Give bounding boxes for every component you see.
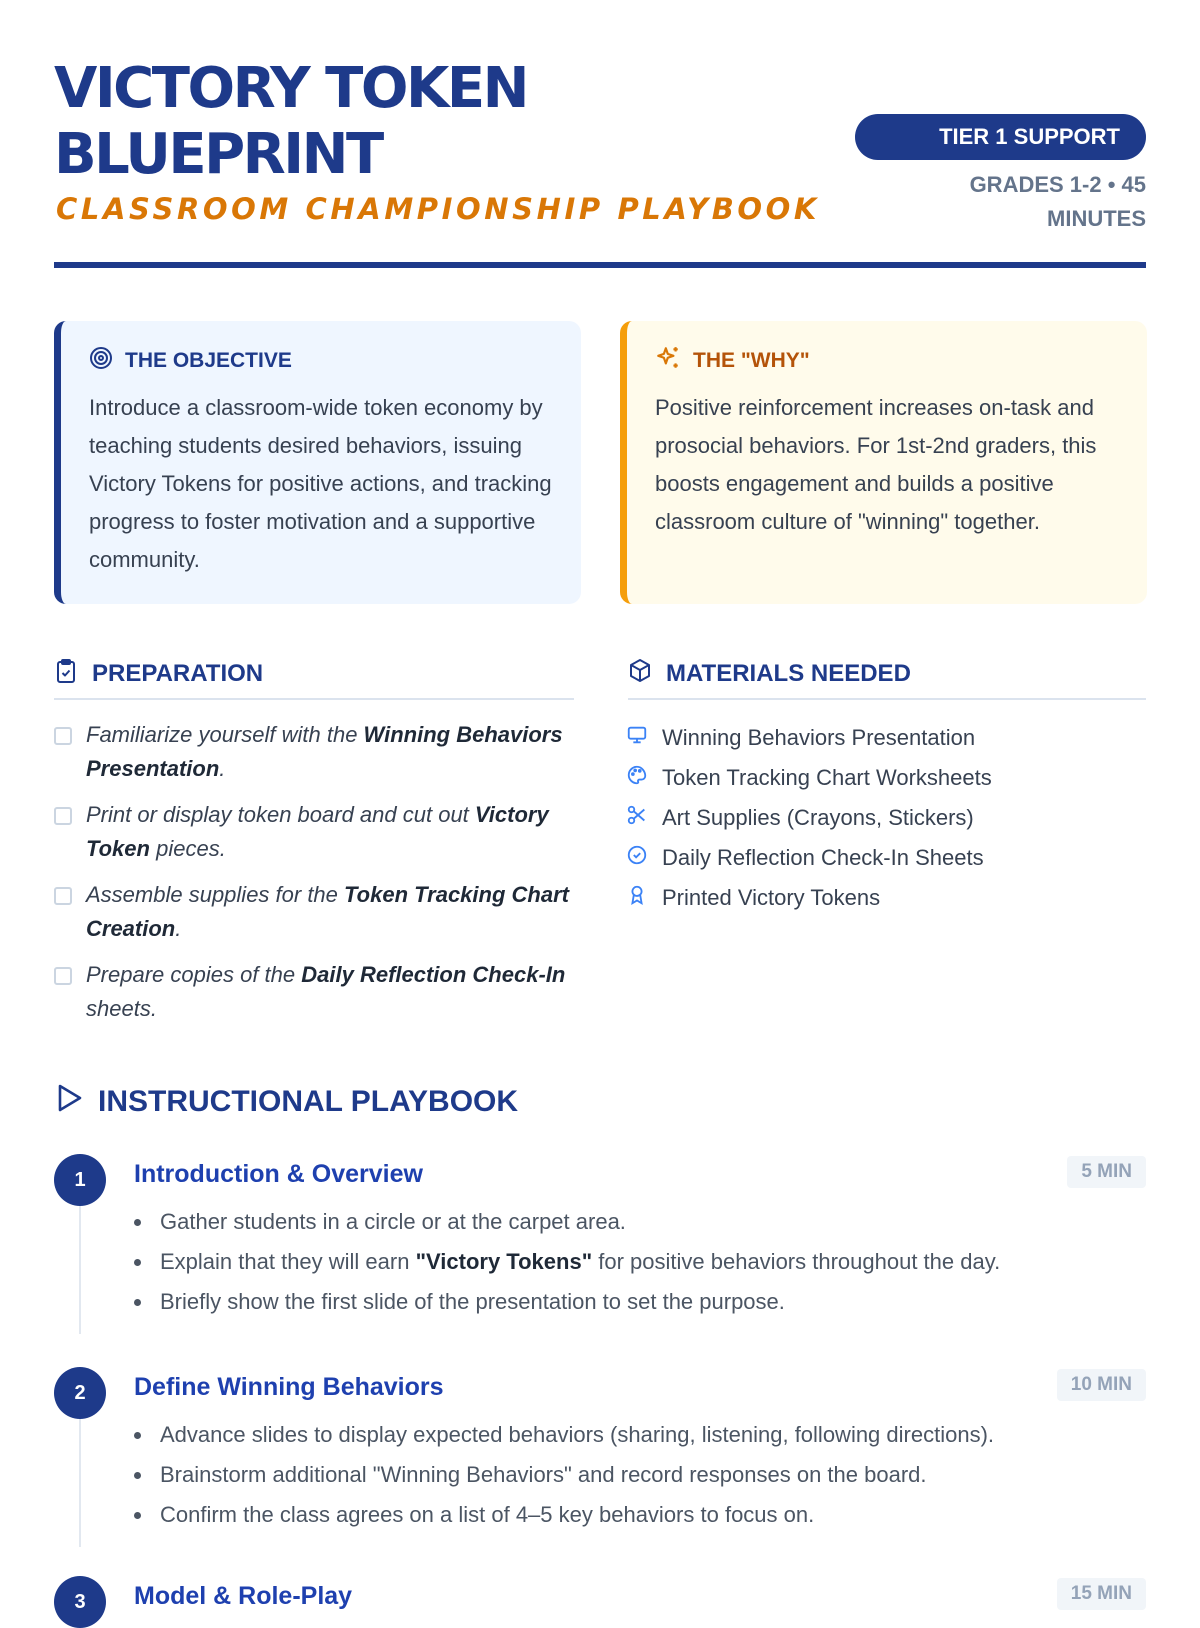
material-item xyxy=(626,798,1146,838)
target-icon xyxy=(89,346,113,376)
objective-body: Introduce a classroom-wide token economy by teaching students desired behaviors, issuing Victory Tokens for positive actions, and tracking progress to foster motivation and a supportive community. xyxy=(89,395,552,572)
playbook-heading: INSTRUCTIONAL PLAYBOOK xyxy=(98,1085,519,1118)
checklist-item-text: Assemble supplies for the Token Tracking Chart Creation. xyxy=(86,882,569,941)
clipboard-check-icon xyxy=(54,658,78,691)
materials-heading: MATERIALS NEEDED xyxy=(666,660,911,687)
timeline-line xyxy=(79,1206,81,1334)
header-divider xyxy=(54,262,1146,268)
objective-heading-row xyxy=(89,347,555,375)
step-title: Introduction & Overview xyxy=(134,1160,423,1188)
step-title: Model & Role-Play xyxy=(134,1582,353,1610)
material-item xyxy=(626,878,1146,918)
playbook-step xyxy=(54,1367,1146,1547)
material-item xyxy=(626,758,1146,798)
checkbox[interactable] xyxy=(54,807,72,825)
monitor-icon xyxy=(626,724,648,752)
why-card xyxy=(620,321,1147,604)
tier-badge: TIER 1 SUPPORT xyxy=(855,114,1146,160)
step-number: 3 xyxy=(54,1576,106,1628)
play-icon xyxy=(54,1082,84,1122)
step-number: 1 xyxy=(54,1154,106,1206)
why-body: Positive reinforcement increases on-task and prosocial behaviors. For 1st-2nd graders, this boosts engagement and builds a positive classroom culture of "winning" together. xyxy=(655,395,1097,534)
step-bullet: Gather students in a circle or at the carpet area. xyxy=(160,1202,1140,1242)
meta-line-2: MINUTES xyxy=(1047,206,1146,231)
step-bullet: Advance slides to display expected behaviors (sharing, listening, following directions). xyxy=(160,1415,1140,1455)
material-item xyxy=(626,838,1146,878)
checkbox[interactable] xyxy=(54,967,72,985)
checkbox[interactable] xyxy=(54,727,72,745)
checklist-item-text: Print or display token board and cut out Victory Token pieces. xyxy=(86,802,549,861)
objective-card xyxy=(54,321,581,604)
step-duration-badge: 5 MIN xyxy=(1067,1156,1146,1188)
preparation-heading: PREPARATION xyxy=(92,660,264,687)
award-icon xyxy=(626,884,648,912)
materials-list xyxy=(626,718,1146,918)
step-bullet: Briefly show the first slide of the presentation to set the purpose. xyxy=(160,1282,1140,1322)
playbook-step xyxy=(54,1576,1146,1613)
checklist-item-text: Familiarize yourself with the Winning Behaviors Presentation. xyxy=(86,722,563,781)
palette-icon xyxy=(626,764,648,792)
sparkles-icon xyxy=(655,345,681,377)
preparation-checklist xyxy=(54,718,574,1038)
material-label: Art Supplies (Crayons, Stickers) xyxy=(662,805,974,830)
materials-heading-row xyxy=(628,659,911,689)
scissors-icon xyxy=(626,804,648,832)
material-label: Winning Behaviors Presentation xyxy=(662,725,976,750)
step-bullets xyxy=(160,1415,1140,1535)
material-label: Token Tracking Chart Worksheets xyxy=(662,765,992,790)
objective-heading: THE OBJECTIVE xyxy=(125,349,292,372)
step-duration-badge: 10 MIN xyxy=(1057,1369,1146,1401)
grade-duration-meta xyxy=(916,168,1146,236)
preparation-divider xyxy=(54,698,574,700)
checklist-item[interactable] xyxy=(54,718,574,786)
header xyxy=(54,56,1146,268)
title-line-1: VICTORY TOKEN xyxy=(54,56,528,121)
title-line-2: BLUEPRINT xyxy=(54,122,382,187)
check-circle-icon xyxy=(626,844,648,872)
checklist-item[interactable] xyxy=(54,878,574,946)
step-title: Define Winning Behaviors xyxy=(134,1373,444,1401)
material-label: Daily Reflection Check-In Sheets xyxy=(662,845,984,870)
step-duration-badge: 15 MIN xyxy=(1057,1578,1146,1610)
playbook-heading-row xyxy=(54,1084,518,1120)
timeline-line xyxy=(79,1419,81,1547)
preparation-heading-row xyxy=(54,659,263,689)
page-subtitle: CLASSROOM CHAMPIONSHIP PLAYBOOK xyxy=(56,192,820,226)
why-heading: THE "WHY" xyxy=(693,349,810,372)
checklist-item[interactable] xyxy=(54,958,574,1026)
checklist-item-text: Prepare copies of the Daily Reflection Check-In sheets. xyxy=(86,962,566,1021)
step-number: 2 xyxy=(54,1367,106,1419)
meta-line-1: GRADES 1-2 • 45 xyxy=(969,172,1146,197)
why-heading-row xyxy=(655,347,1121,375)
box-icon xyxy=(628,658,652,691)
checklist-item[interactable] xyxy=(54,798,574,866)
step-bullet: Explain that they will earn "Victory Tokens" for positive behaviors throughout the day. xyxy=(160,1242,1140,1282)
playbook-step xyxy=(54,1154,1146,1334)
material-item xyxy=(626,718,1146,758)
step-bullet: Brainstorm additional "Winning Behaviors" and record responses on the board. xyxy=(160,1455,1140,1495)
page-title xyxy=(54,56,694,188)
material-label: Printed Victory Tokens xyxy=(662,885,881,910)
materials-divider xyxy=(628,698,1146,700)
step-bullets xyxy=(160,1202,1140,1322)
checkbox[interactable] xyxy=(54,887,72,905)
step-bullet: Confirm the class agrees on a list of 4–5 key behaviors to focus on. xyxy=(160,1495,1140,1535)
